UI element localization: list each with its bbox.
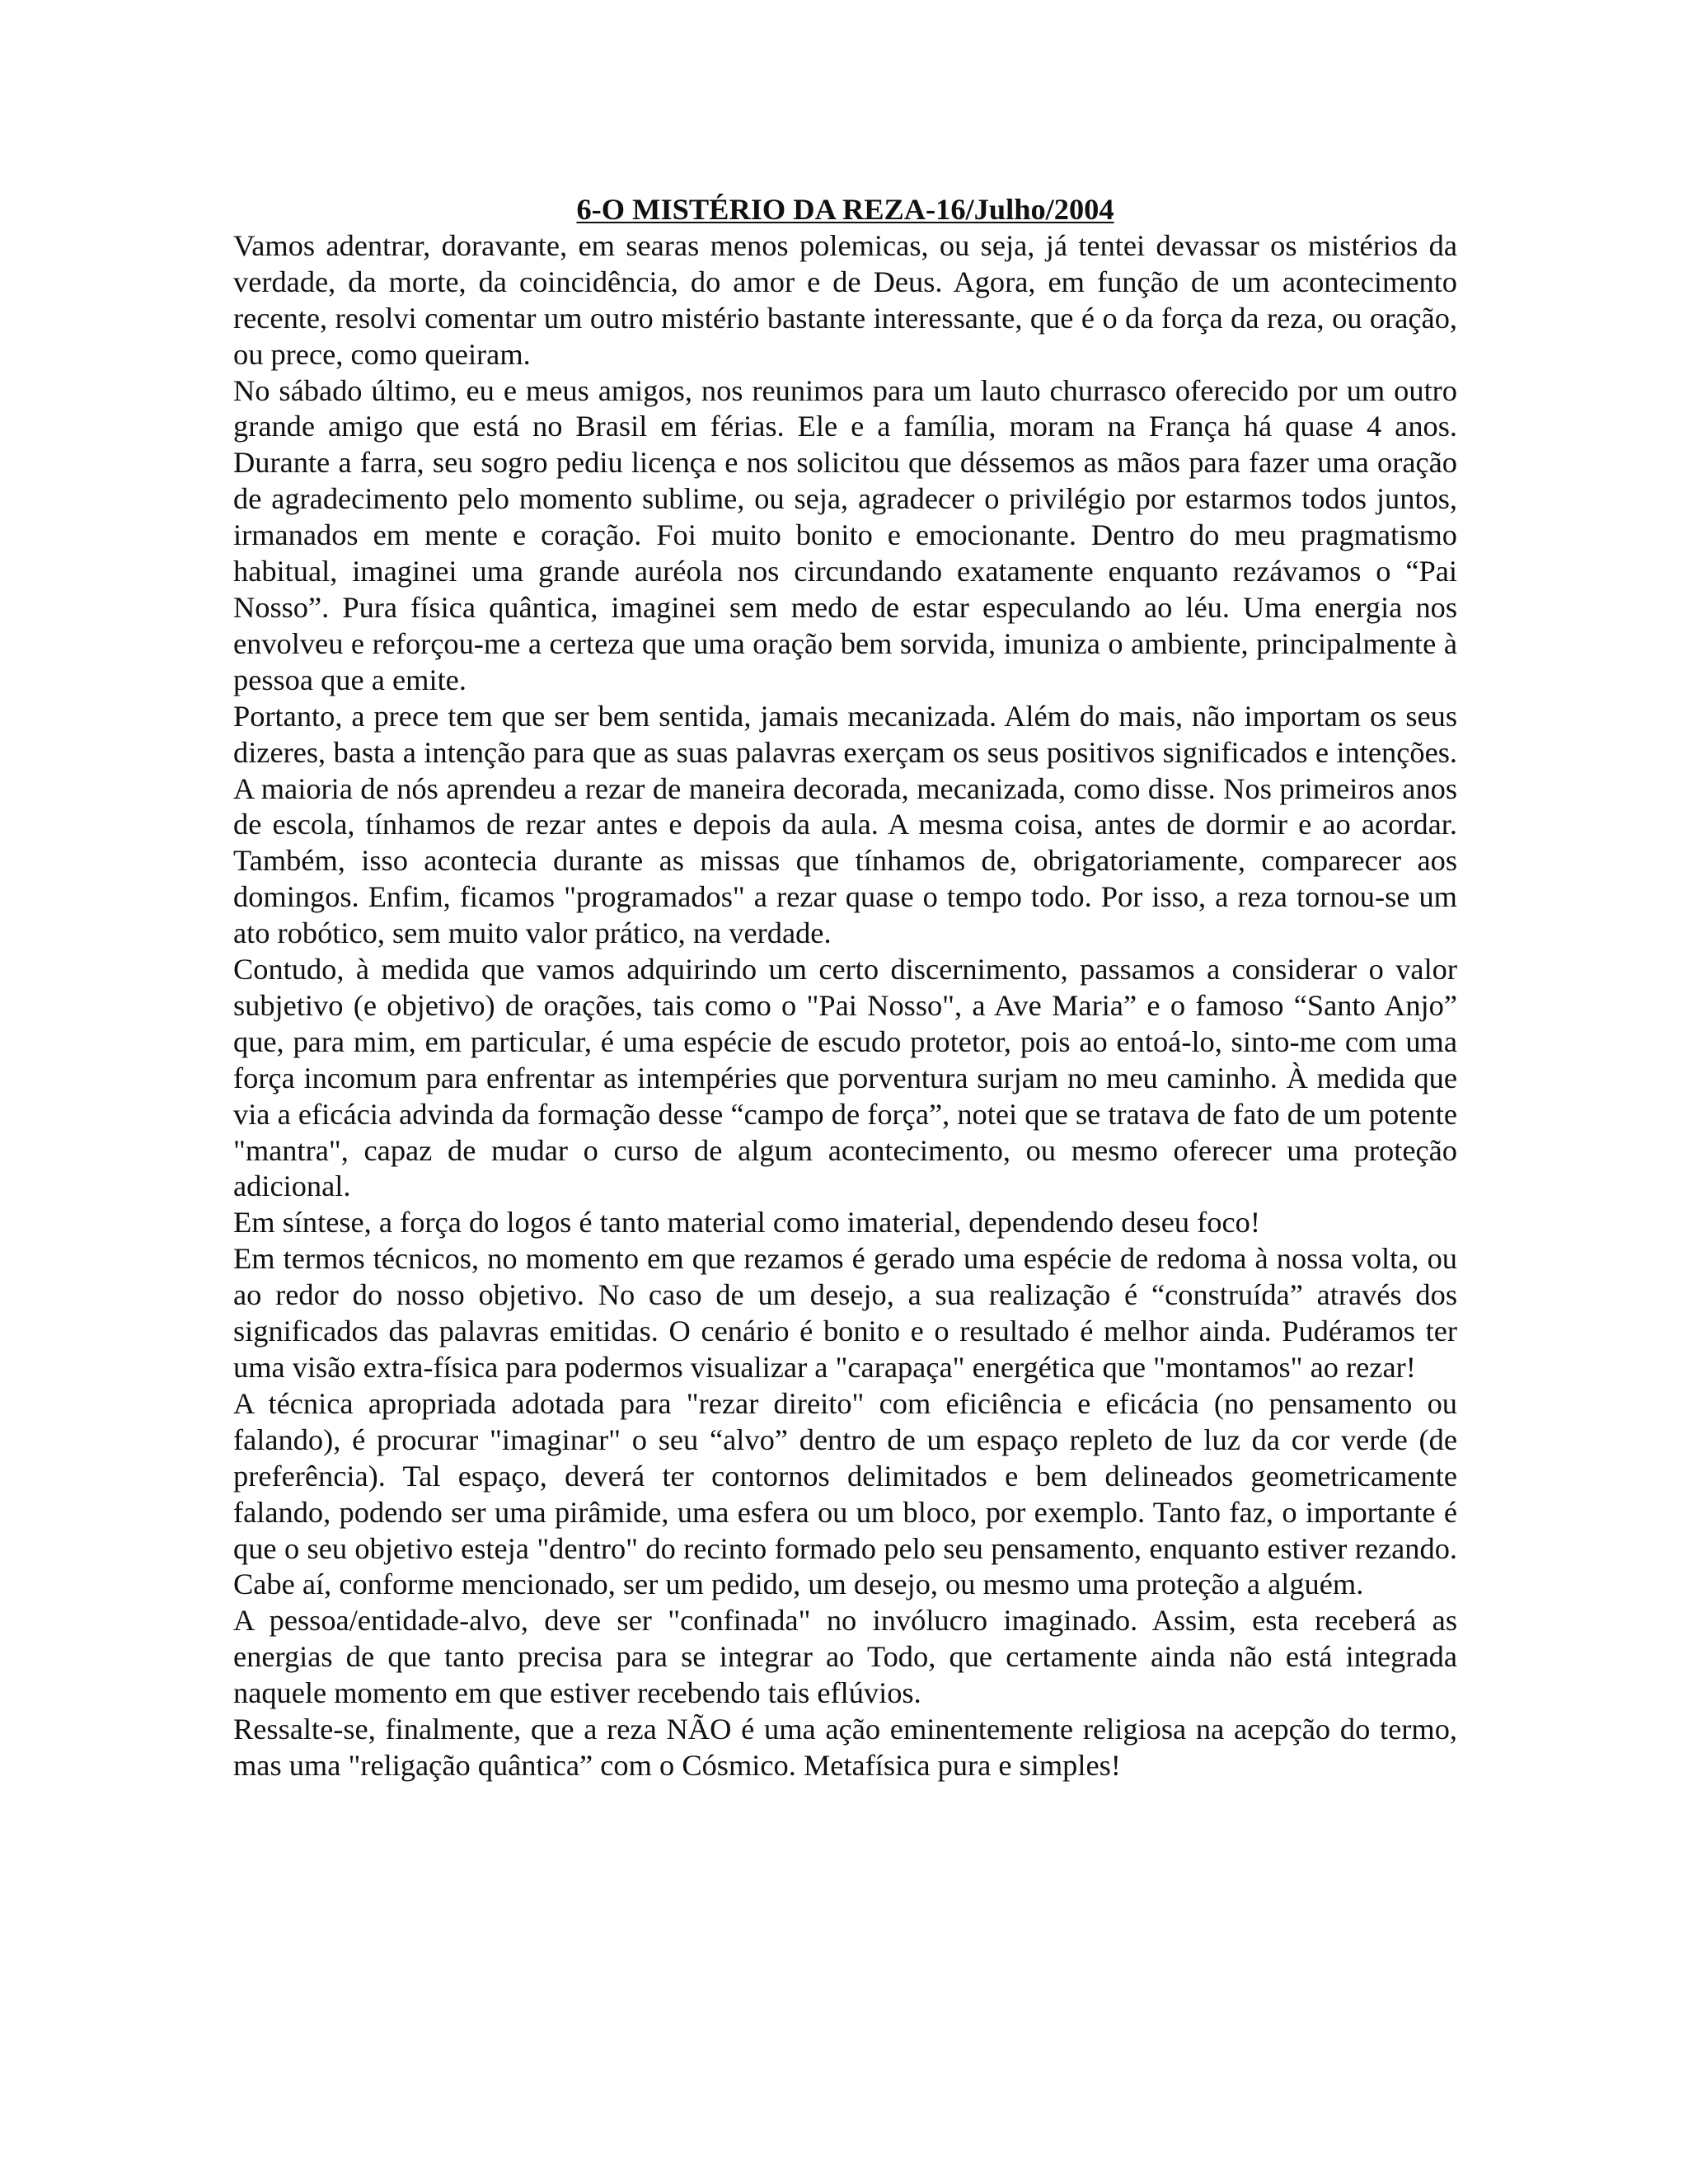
document-title: 6-O MISTÉRIO DA REZA-16/Julho/2004 xyxy=(576,193,1114,226)
paragraph-technique: A técnica apropriada adotada para "rezar direito" com eficiência e eficácia (no pensamento ou falando), é procurar "imaginar" o seu “alvo” dentro de um espaço repleto de luz da cor verde (de preferência). Tal espaço, deverá ter contornos delimitados e bem delineados geometricamente falando, podendo ser uma pirâmide, uma esfera ou um bloco, por exemplo. Tanto faz, o importante é que o seu objetivo esteja "dentro" do recinto formado pelo seu pensamento, enquanto estiver rezando. Cabe aí, conforme mencionado, ser um pedido, um desejo, ou mesmo uma proteção a alguém. xyxy=(233,1386,1457,1601)
document-body xyxy=(233,192,1457,1784)
paragraph-conclusion: Ressalte-se, finalmente, que a reza NÃO é uma ação eminentemente religiosa na acepção do termo, mas uma "religação quântica” com o Cósmico. Metafísica pura e simples! xyxy=(233,1713,1457,1782)
paragraph-discernment: Contudo, à medida que vamos adquirindo um certo discernimento, passamos a considerar o valor subjetivo (e objetivo) de orações, tais como o "Pai Nosso", a Ave Maria” e o famoso “Santo Anjo” que, para mim, em particular, é uma espécie de escudo protetor, pois ao entoá-lo, sinto-me com uma força incomum para enfrentar as intempéries que porventura surjam no meu caminho. À medida que via a eficácia advinda da formação desse “campo de força”, notei que se tratava de fato de um potente "mantra", capaz de mudar o curso de algum acontecimento, ou mesmo oferecer uma proteção adicional. xyxy=(233,953,1457,1203)
paragraph-intro: Vamos adentrar, doravante, em searas menos polemicas, ou seja, já tentei devassar os mistérios da verdade, da morte, da coincidência, do amor e de Deus. Agora, em função de um acontecimento recente, resolvi comentar um outro mistério bastante interessante, que é o da força da reza, ou oração, ou prece, como queiram. xyxy=(233,228,1457,371)
paragraph-synthesis: Em síntese, a força do logos é tanto material como imaterial, dependendo deseu foco! xyxy=(233,1206,1260,1240)
paragraph-technical: Em termos técnicos, no momento em que rezamos é gerado uma espécie de redoma à nossa volta, ou ao redor do nosso objetivo. No caso de um desejo, a sua realização é “construída” através dos significados das palavras emitidas. O cenário é bonito e o resultado é melhor ainda. Pudéramos ter uma visão extra-física para podermos visualizar a "carapaça" energética que "montamos" ao rezar! xyxy=(233,1242,1457,1384)
paragraph-saturday: No sábado último, eu e meus amigos, nos reunimos para um lauto churrasco oferecido por um outro grande amigo que está no Brasil em férias. Ele e a família, moram na França há quase 4 anos. Durante a farra, seu sogro pediu licença e nos solicitou que déssemos as mãos para fazer uma oração de agradecimento pelo momento sublime, ou seja, agradecer o privilégio por estarmos todos juntos, irmanados em mente e coração. Foi muito bonito e emocionante. Dentro do meu pragmatismo habitual, imaginei uma grande auréola nos circundando exatamente enquanto rezávamos o “Pai Nosso”. Pura física quântica, imaginei sem medo de estar especulando ao léu. Uma energia nos envolveu e reforçou-me a certeza que uma oração bem sorvida, imuniza o ambiente, principalmente à pessoa que a emite. xyxy=(233,373,1457,696)
paragraph-prayer-feeling: Portanto, a prece tem que ser bem sentida, jamais mecanizada. Além do mais, não importam os seus dizeres, basta a intenção para que as suas palavras exerçam os seus positivos significados e intenções. A maioria de nós aprendeu a rezar de maneira decorada, mecanizada, como disse. Nos primeiros anos de escola, tínhamos de rezar antes e depois da aula. A mesma coisa, antes de dormir e ao acordar. Também, isso acontecia durante as missas que tínhamos de, obrigatoriamente, comparecer aos domingos. Enfim, ficamos "programados" a rezar quase o tempo todo. Por isso, a reza tornou-se um ato robótico, sem muito valor prático, na verdade. xyxy=(233,699,1457,950)
paragraph-target: A pessoa/entidade-alvo, deve ser "confinada" no invólucro imaginado. Assim, esta receberá as energias de que tanto precisa para se integrar ao Todo, que certamente ainda não está integrada naquele momento em que estiver recebendo tais eflúvios. xyxy=(233,1604,1457,1710)
